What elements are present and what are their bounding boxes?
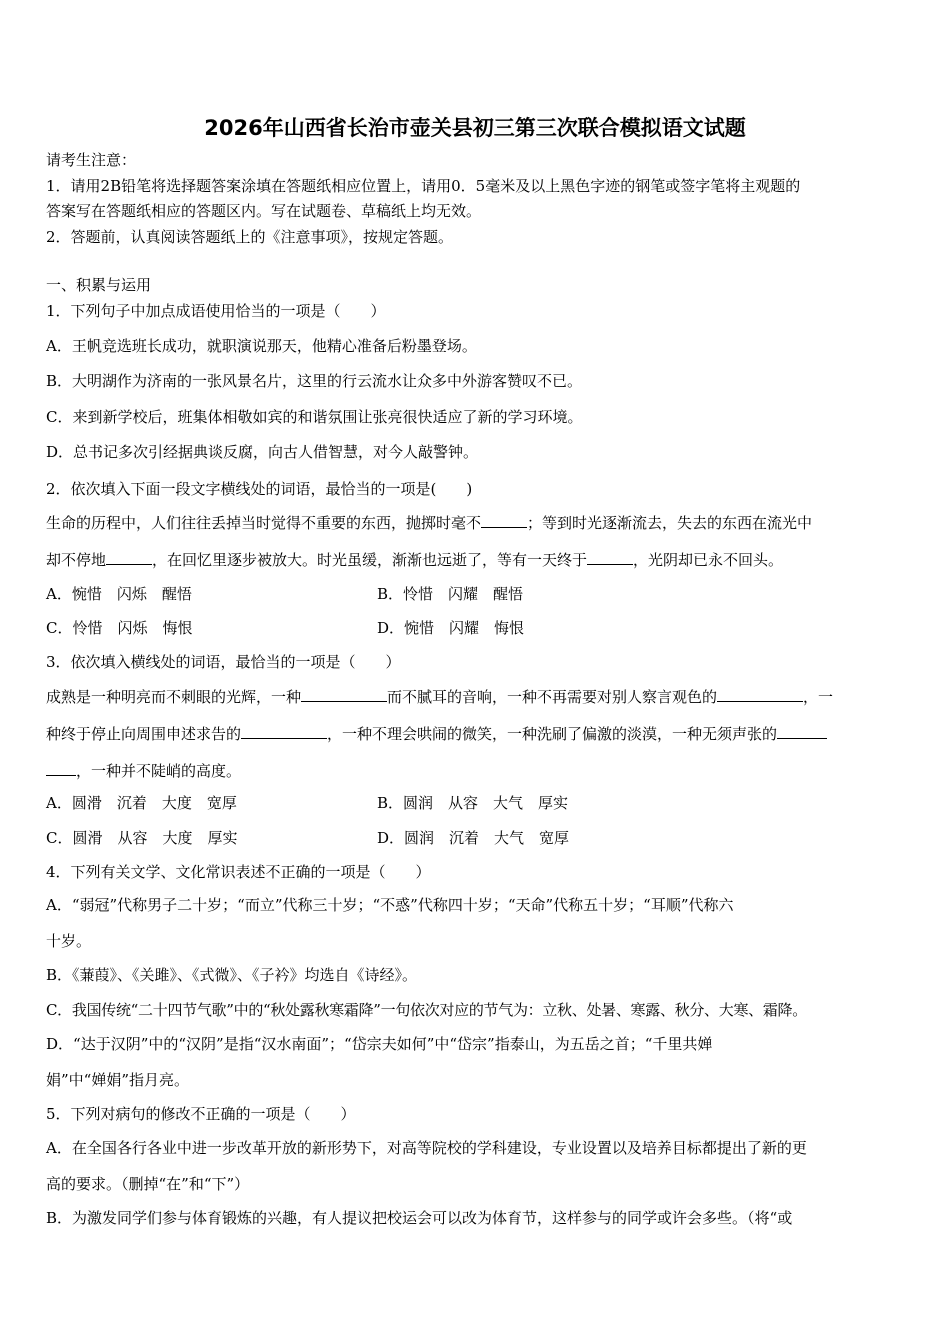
option: B．大明湖作为济南的一张风景名片，这里的行云流水让众多中外游客赞叹不已。 [46,372,583,390]
text: ，在回忆里逐步被放大。时光虽缓，渐渐也远逝了，等有一天终于 [152,551,588,569]
question-stem: 1．下列句子中加点成语使用恰当的一项是（ ） [46,302,386,320]
option: A．惋惜 闪烁 醒悟 [46,585,192,603]
option: 娟”中“婵娟”指月亮。 [46,1071,190,1089]
text: 生命的历程中，人们往往丢掉当时觉得不重要的东西，抛掷时毫不 [46,514,482,532]
option: D．“达于汉阴”中的“汉阴”是指“汉水南面”；“岱宗夫如何”中“岱宗”指泰山，为五岳之首；“千里共婵 [46,1035,713,1053]
text: 种终于停止向周围申述求告的 [46,725,242,743]
blank [46,760,76,776]
section-heading: 一、积累与运用 [46,276,152,294]
blank [587,549,633,565]
page-title: 2026年山西省长治市壶关县初三第三次联合模拟语文试题 [204,116,746,140]
text: ，一 [803,688,834,706]
notice-item: 2．答题前，认真阅读答题纸上的《注意事项》，按规定答题。 [46,228,454,246]
option: B．圆润 从容 大气 厚实 [377,794,569,812]
passage-line [46,760,241,781]
text: ，光阴却已永不回头。 [633,551,784,569]
notice-heading: 请考生注意： [46,151,137,169]
blank [301,686,387,702]
passage-line [46,512,812,533]
option: A．在全国各行各业中进一步改革开放的新形势下，对高等院校的学科建设，专业设置以及培养目标都提出了新的更 [46,1139,807,1157]
option: A．王帆竞选班长成功，就职演说那天，他精心准备后粉墨登场。 [46,337,477,355]
text: 成熟是一种明亮而不刺眼的光辉，一种 [46,688,302,706]
option: B．《蒹葭》、《关雎》、《式微》、《子衿》均选自《诗经》。 [46,966,418,984]
notice-item: 1．请用2B铅笔将选择题答案涂填在答题纸相应位置上，请用0．5毫米及以上黑色字迹的钢笔或签字笔将主观题的 [46,177,801,195]
blank [241,723,327,739]
text: ，一种不理会哄闹的微笑，一种洗刷了偏激的淡漠，一种无须声张的 [327,725,778,743]
text: 却不停地 [46,551,107,569]
option: B．为激发同学们参与体育锻炼的兴趣，有人提议把校运会可以改为体育节，这样参与的同学或许会多些。（将“或 [46,1209,793,1227]
question-stem: 4．下列有关文学、文化常识表述不正确的一项是（ ） [46,863,431,881]
option: D．惋惜 闪耀 悔恨 [377,619,525,637]
option: C．怜惜 闪烁 悔恨 [46,619,193,637]
question-stem: 2．依次填入下面一段文字横线处的词语，最恰当的一项是( ) [46,480,473,498]
blank [106,549,152,565]
text: ；等到时光逐渐流去，失去的东西在流光中 [527,514,813,532]
blank [777,723,827,739]
option: D．总书记多次引经据典谈反腐，向古人借智慧，对今人敲警钟。 [46,443,479,461]
option: B．怜惜 闪耀 醒悟 [377,585,524,603]
option: 高的要求。（删掉“在”和“下”） [46,1175,250,1193]
option: C．圆滑 从容 大度 厚实 [46,829,238,847]
option: C．我国传统“二十四节气歌”中的“秋处露秋寒霜降”一句依次对应的节气为：立秋、处暑、寒露、秋分、大寒、霜降。 [46,1001,807,1019]
text: ，一种并不陡峭的高度。 [76,762,242,780]
option: C．来到新学校后，班集体相敬如宾的和谐氛围让张亮很快适应了新的学习环境。 [46,408,583,426]
passage-line [46,549,783,570]
option: A．圆滑 沉着 大度 宽厚 [46,794,237,812]
passage-line [46,686,833,707]
question-stem: 5．下列对病句的修改不正确的一项是（ ） [46,1105,356,1123]
notice-item: 答案写在答题纸相应的答题区内。写在试题卷、草稿纸上均无效。 [46,202,482,220]
option: 十岁。 [46,932,92,950]
passage-line [46,723,827,744]
text: 而不腻耳的音响，一种不再需要对别人察言观色的 [387,688,718,706]
option: D．圆润 沉着 大气 宽厚 [377,829,570,847]
blank [481,512,527,528]
question-stem: 3．依次填入横线处的词语，最恰当的一项是（ ） [46,653,401,671]
option: A．“弱冠”代称男子二十岁；“而立”代称三十岁；“不惑”代称四十岁；“天命”代称五十岁；“耳顺”代称六 [46,896,734,914]
blank [717,686,803,702]
